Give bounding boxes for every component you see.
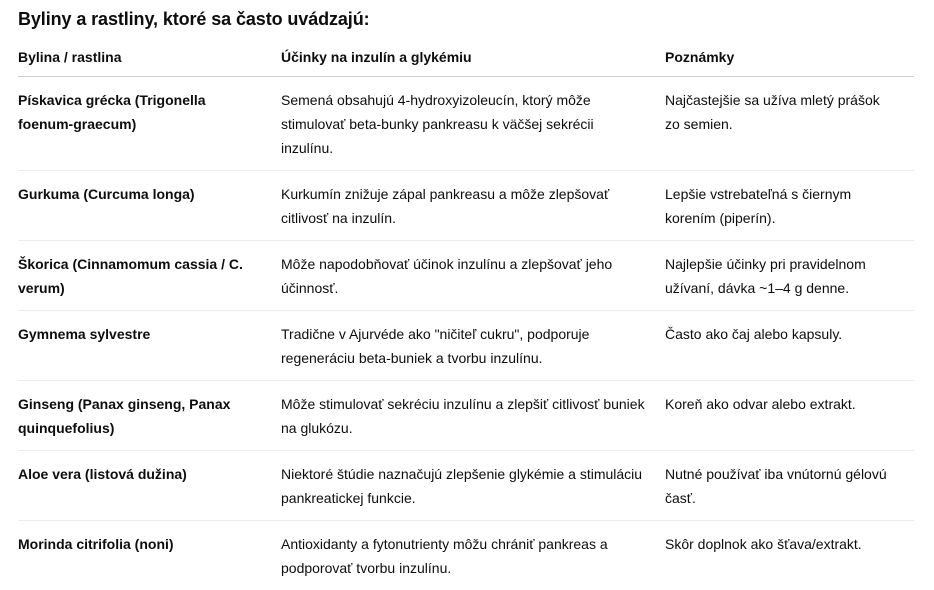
herb-cell: Morinda citrifolia (noni) bbox=[18, 521, 281, 590]
herbs-table bbox=[18, 38, 914, 590]
note-cell: Koreň ako odvar alebo extrakt. bbox=[665, 381, 914, 451]
table-row bbox=[18, 311, 914, 381]
column-header-herb: Bylina / rastlina bbox=[18, 38, 281, 77]
table-header-row bbox=[18, 38, 914, 77]
note-cell: Nutné používať iba vnútornú gélovú časť. bbox=[665, 451, 914, 521]
table-row bbox=[18, 171, 914, 241]
table-row bbox=[18, 77, 914, 171]
herb-cell: Gymnema sylvestre bbox=[18, 311, 281, 381]
effect-cell: Môže napodobňovať účinok inzulínu a zlepšovať jeho účinnosť. bbox=[281, 241, 665, 311]
effect-cell: Tradične v Ajurvéde ako "ničiteľ cukru", podporuje regeneráciu beta-buniek a tvorbu inzulínu. bbox=[281, 311, 665, 381]
note-cell: Najčastejšie sa užíva mletý prášok zo semien. bbox=[665, 77, 914, 171]
effect-cell: Niektoré štúdie naznačujú zlepšenie glykémie a stimuláciu pankreatickej funkcie. bbox=[281, 451, 665, 521]
herb-cell: Aloe vera (listová dužina) bbox=[18, 451, 281, 521]
table-row bbox=[18, 381, 914, 451]
herb-cell: Pískavica grécka (Trigonella foenum-graecum) bbox=[18, 77, 281, 171]
note-cell: Najlepšie účinky pri pravidelnom užívaní, dávka ~1–4 g denne. bbox=[665, 241, 914, 311]
table-row bbox=[18, 521, 914, 590]
section-heading: Byliny a rastliny, ktoré sa často uvádzajú: bbox=[18, 0, 914, 38]
document-page bbox=[18, 0, 914, 590]
column-header-notes: Poznámky bbox=[665, 38, 914, 77]
effect-cell: Semená obsahujú 4-hydroxyizoleucín, ktorý môže stimulovať beta-bunky pankreasu k väčšej sekrécii inzulínu. bbox=[281, 77, 665, 171]
effect-cell: Môže stimulovať sekréciu inzulínu a zlepšiť citlivosť buniek na glukózu. bbox=[281, 381, 665, 451]
effect-cell: Antioxidanty a fytonutrienty môžu chrániť pankreas a podporovať tvorbu inzulínu. bbox=[281, 521, 665, 590]
table-row bbox=[18, 241, 914, 311]
column-header-effect: Účinky na inzulín a glykémiu bbox=[281, 38, 665, 77]
herb-cell: Gurkuma (Curcuma longa) bbox=[18, 171, 281, 241]
herb-cell: Škorica (Cinnamomum cassia / C. verum) bbox=[18, 241, 281, 311]
note-cell: Často ako čaj alebo kapsuly. bbox=[665, 311, 914, 381]
note-cell: Skôr doplnok ako šťava/extrakt. bbox=[665, 521, 914, 590]
herb-cell: Ginseng (Panax ginseng, Panax quinquefolius) bbox=[18, 381, 281, 451]
effect-cell: Kurkumín znižuje zápal pankreasu a môže zlepšovať citlivosť na inzulín. bbox=[281, 171, 665, 241]
table-row bbox=[18, 451, 914, 521]
note-cell: Lepšie vstrebateľná s čiernym korením (piperín). bbox=[665, 171, 914, 241]
